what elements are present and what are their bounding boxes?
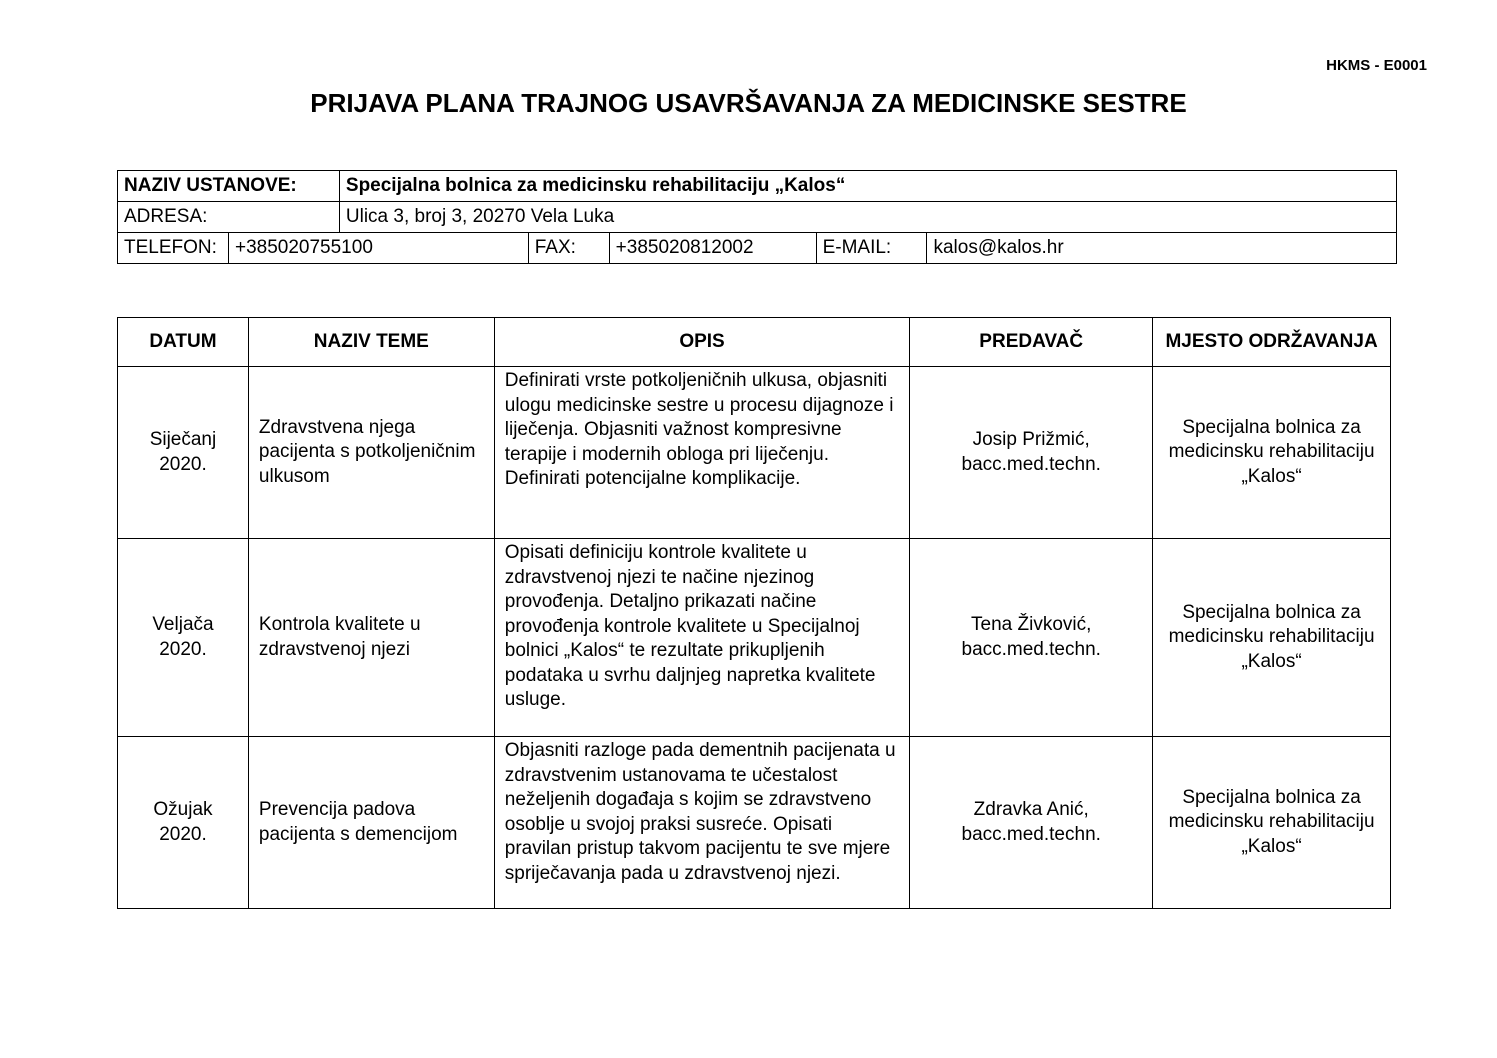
row-topic: Prevencija padova pacijenta s demencijom xyxy=(248,737,494,909)
row-description: Definirati vrste potkoljeničnih ulkusa, objasniti ulogu medicinske sestre u procesu dijagnoze i liječenja. Objasniti važnost kompresivne terapije i modernih obloga pri liječenju. Definirati potencijalne komplikacije. xyxy=(494,367,910,539)
row-lecturer: Zdravka Anić, bacc.med.techn. xyxy=(910,737,1153,909)
row-location: Specijalna bolnica za medicinsku rehabilitaciju „Kalos“ xyxy=(1153,539,1391,737)
row-topic: Zdravstvena njega pacijenta s potkoljeničnim ulkusom xyxy=(248,367,494,539)
row-date: Siječanj 2020. xyxy=(118,367,249,539)
email-label: E-MAIL: xyxy=(816,233,927,264)
phone-label: TELEFON: xyxy=(118,233,229,264)
page-title: PRIJAVA PLANA TRAJNOG USAVRŠAVANJA ZA MEDICINSKE SESTRE xyxy=(310,88,1187,118)
table-row xyxy=(118,737,1391,909)
row-date: Veljača 2020. xyxy=(118,539,249,737)
column-header-description: OPIS xyxy=(494,318,910,367)
row-date: Ožujak 2020. xyxy=(118,737,249,909)
fax-value: +385020812002 xyxy=(609,233,816,264)
column-header-topic: NAZIV TEME xyxy=(248,318,494,367)
row-topic: Kontrola kvalitete u zdravstvenoj njezi xyxy=(248,539,494,737)
table-row xyxy=(118,367,1391,539)
table-row xyxy=(118,539,1391,737)
row-lecturer: Josip Prižmić, bacc.med.techn. xyxy=(910,367,1153,539)
institution-name-label: NAZIV USTANOVE: xyxy=(118,171,340,202)
institution-info-table xyxy=(117,170,1397,264)
institution-name-value: Specijalna bolnica za medicinsku rehabilitaciju „Kalos“ xyxy=(339,171,1396,202)
row-location: Specijalna bolnica za medicinsku rehabilitaciju „Kalos“ xyxy=(1153,737,1391,909)
email-value: kalos@kalos.hr xyxy=(927,233,1397,264)
address-label: ADRESA: xyxy=(118,202,340,233)
row-description: Objasniti razloge pada dementnih pacijenata u zdravstvenim ustanovama te učestalost neželjenih događaja s kojim se zdravstveno osoblje u svojoj praksi susreće. Opisati pravilan pristup takvom pacijentu te sve mjere spriječavanja pada u zdravstvenoj njezi. xyxy=(494,737,910,909)
phone-value: +385020755100 xyxy=(228,233,528,264)
column-header-date: DATUM xyxy=(118,318,249,367)
column-header-location: MJESTO ODRŽAVANJA xyxy=(1153,318,1391,367)
row-description: Opisati definiciju kontrole kvalitete u zdravstvenoj njezi te načine njezinog provođenja. Detaljno prikazati načine provođenja kontrole kvalitete u Specijalnoj bolnici „Kalos“ te rezultate prikupljenih podataka u svrhu daljnjeg napretka kvalitete usluge. xyxy=(494,539,910,737)
table-header-row xyxy=(118,318,1391,367)
form-code: HKMS - E0001 xyxy=(1326,57,1427,74)
row-location: Specijalna bolnica za medicinsku rehabilitaciju „Kalos“ xyxy=(1153,367,1391,539)
fax-label: FAX: xyxy=(528,233,609,264)
address-value: Ulica 3, broj 3, 20270 Vela Luka xyxy=(339,202,1396,233)
row-lecturer: Tena Živković, bacc.med.techn. xyxy=(910,539,1153,737)
column-header-lecturer: PREDAVAČ xyxy=(910,318,1153,367)
education-plan-table xyxy=(117,317,1391,909)
